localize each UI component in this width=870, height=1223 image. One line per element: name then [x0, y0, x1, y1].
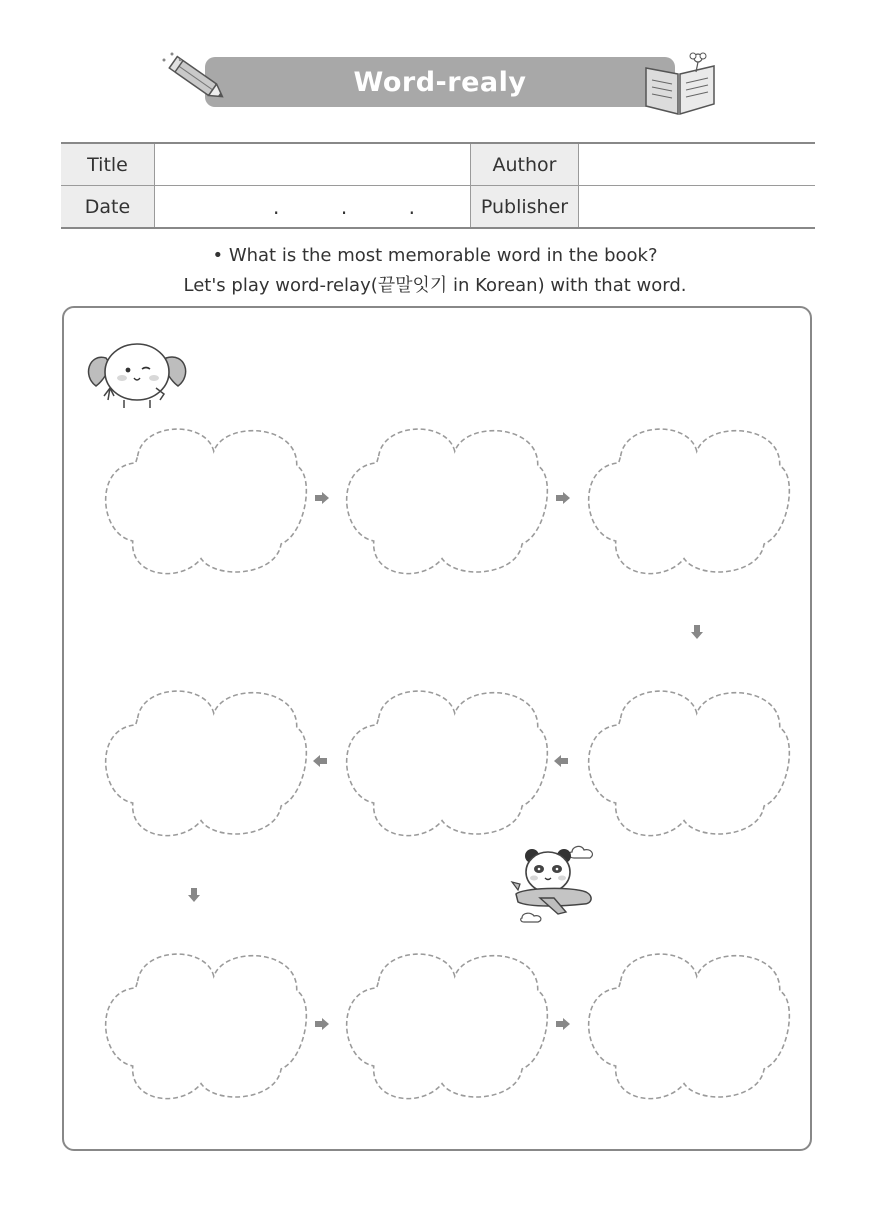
instruction-line-1: • What is the most memorable word in the book?	[212, 245, 658, 266]
panda-airplane-icon	[510, 842, 600, 926]
publisher-field[interactable]	[579, 186, 816, 229]
word-cloud[interactable]	[96, 945, 311, 1107]
title-field[interactable]	[155, 143, 471, 186]
date-label: Date	[61, 186, 155, 229]
date-separator: .	[273, 194, 280, 219]
word-cloud[interactable]	[579, 945, 794, 1107]
arrow-down-icon	[691, 625, 703, 639]
date-separator: .	[408, 194, 415, 219]
word-cloud[interactable]	[96, 420, 311, 582]
puppy-character-icon	[84, 338, 192, 410]
arrow-down-icon	[188, 888, 200, 902]
publisher-label: Publisher	[471, 186, 579, 229]
word-cloud[interactable]	[337, 945, 552, 1107]
arrow-right-icon	[315, 492, 329, 504]
arrow-right-icon	[556, 1018, 570, 1030]
word-cloud[interactable]	[337, 682, 552, 844]
arrow-left-icon	[313, 755, 327, 767]
date-field[interactable]	[155, 186, 471, 229]
word-cloud[interactable]	[337, 420, 552, 582]
word-cloud[interactable]	[579, 682, 794, 844]
arrow-right-icon	[556, 492, 570, 504]
arrow-right-icon	[315, 1018, 329, 1030]
open-book-icon	[640, 50, 720, 118]
instruction-line-2: Let's play word-relay(끝말잇기 in Korean) with that word.	[183, 275, 687, 296]
date-separator: .	[340, 194, 348, 219]
author-field[interactable]	[579, 143, 816, 186]
pencil-icon	[158, 48, 230, 108]
title-banner	[205, 57, 675, 107]
word-cloud[interactable]	[579, 420, 794, 582]
title-label: Title	[61, 143, 155, 186]
word-cloud[interactable]	[96, 682, 311, 844]
book-info-table	[61, 142, 815, 229]
author-label: Author	[471, 143, 579, 186]
page-title: Word-realy	[353, 66, 527, 98]
arrow-left-icon	[554, 755, 568, 767]
